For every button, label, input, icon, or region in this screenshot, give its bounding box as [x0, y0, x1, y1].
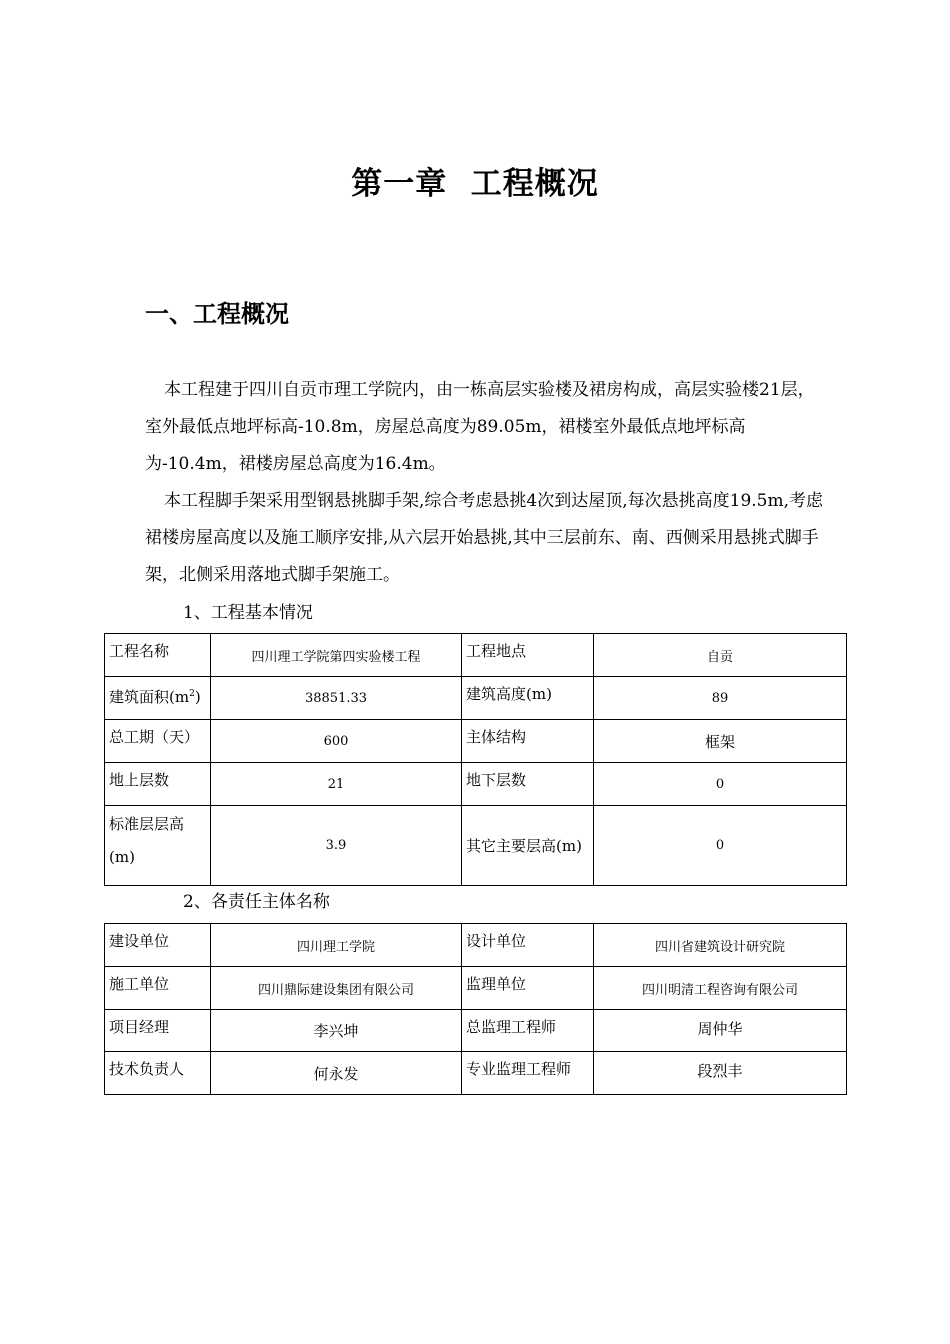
- paragraph-overview: 本工程建于四川自贡市理工学院内，由一栋高层实验楼及裙房构成，高层实验楼21层，室外最低点地坪标高-10.8m，房屋总高度为89.05m，裙楼室外最低点地坪标高为-10.4m，裙楼房屋总高度为16.4m。: [145, 380, 815, 474]
- value-cell: 四川鼎际建设集团有限公司: [211, 967, 462, 1010]
- value-cell: 段烈丰: [594, 1052, 847, 1095]
- value-cell: 四川省建筑设计研究院: [594, 924, 847, 967]
- value-cell: 0: [594, 806, 847, 886]
- value-cell: 何永发: [211, 1052, 462, 1095]
- label-cell: 项目经理: [105, 1010, 211, 1052]
- value-cell: 四川理工学院第四实验楼工程: [211, 634, 462, 677]
- table-row: [105, 677, 847, 720]
- label-cell: 建设单位: [105, 924, 211, 967]
- value-cell: 89: [594, 677, 847, 720]
- label-cell: 施工单位: [105, 967, 211, 1010]
- value-cell: 李兴坤: [211, 1010, 462, 1052]
- label-cell: [105, 677, 211, 720]
- label-cell: 技术负责人: [105, 1052, 211, 1095]
- parties-heading: 2、各责任主体名称: [183, 892, 330, 912]
- basic-info-heading: 1、工程基本情况: [183, 603, 313, 623]
- value-cell: 38851.33: [211, 677, 462, 720]
- label-cell: 标准层层高(m): [105, 806, 211, 886]
- value-cell: 四川理工学院: [211, 924, 462, 967]
- label-tail: ): [194, 688, 201, 706]
- label-cell: 工程名称: [105, 634, 211, 677]
- label-cell: 其它主要层高(m): [462, 806, 594, 886]
- label-cell: 监理单位: [462, 967, 594, 1010]
- table-row: [105, 720, 847, 763]
- superscript: 2: [189, 689, 195, 699]
- value-cell: 框架: [594, 720, 847, 763]
- table-row: [105, 924, 847, 967]
- label-cell: 工程地点: [462, 634, 594, 677]
- label-cell: 总监理工程师: [462, 1010, 594, 1052]
- label-cell: 地上层数: [105, 763, 211, 806]
- value-cell: 自贡: [594, 634, 847, 677]
- table-row: [105, 806, 847, 886]
- value-cell: 四川明清工程咨询有限公司: [594, 967, 847, 1010]
- label-cell: 设计单位: [462, 924, 594, 967]
- label-cell: 地下层数: [462, 763, 594, 806]
- label-cell: 主体结构: [462, 720, 594, 763]
- value-cell: 周仲华: [594, 1010, 847, 1052]
- section-title: 一、工程概况: [145, 300, 289, 328]
- table-row: [105, 1052, 847, 1095]
- table-row: [105, 1010, 847, 1052]
- label-cell: 建筑高度(m): [462, 677, 594, 720]
- paragraph-scaffold: 本工程脚手架采用型钢悬挑脚手架,综合考虑悬挑4次到达屋顶,每次悬挑高度19.5m,考虑裙楼房屋高度以及施工顺序安排,从六层开始悬挑,其中三层前东、南、西侧采用悬挑式脚手架，北侧采用落地式脚手架施工。: [145, 491, 823, 585]
- chapter-title: 第一章 工程概况: [351, 166, 599, 202]
- table-row: [105, 634, 847, 677]
- table-row: [105, 763, 847, 806]
- value-cell: 21: [211, 763, 462, 806]
- parties-table: [104, 923, 847, 1095]
- label-cell: 专业监理工程师: [462, 1052, 594, 1095]
- label-cell: 总工期（天）: [105, 720, 211, 763]
- basic-info-table: [104, 633, 847, 886]
- table-row: [105, 967, 847, 1010]
- value-cell: 3.9: [211, 806, 462, 886]
- label-text: 建筑面积(m: [109, 688, 190, 706]
- value-cell: 0: [594, 763, 847, 806]
- value-cell: 600: [211, 720, 462, 763]
